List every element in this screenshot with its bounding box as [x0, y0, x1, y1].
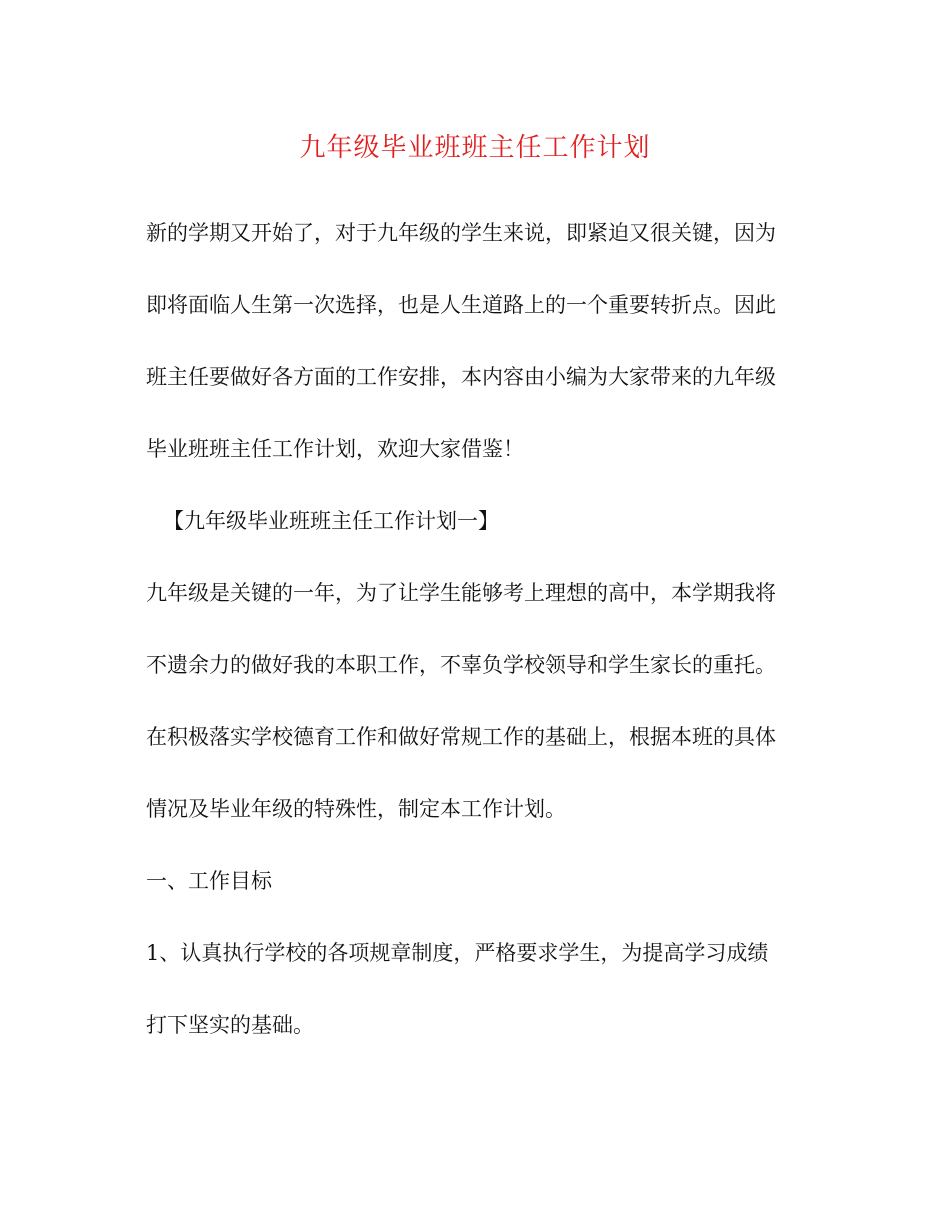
paragraph-line: 新的学期又开始了，对于九年级的学生来说，即紧迫又很关键，因为: [146, 221, 776, 245]
section-heading: 【九年级毕业班班主任工作计划一】: [163, 509, 499, 533]
subsection-heading: 一、工作目标: [146, 869, 272, 893]
paragraph-line: 打下坚实的基础。: [146, 1013, 314, 1037]
paragraph-line: 1、认真执行学校的各项规章制度，严格要求学生，为提高学习成绩: [146, 941, 769, 965]
paragraph-line: 毕业班班主任工作计划，欢迎大家借鉴！: [146, 437, 524, 461]
paragraph-line: 在积极落实学校德育工作和做好常规工作的基础上，根据本班的具体: [146, 725, 776, 749]
paragraph-line: 不遗余力的做好我的本职工作，不辜负学校领导和学生家长的重托。: [146, 653, 776, 677]
paragraph-line: 即将面临人生第一次选择，也是人生道路上的一个重要转折点。因此: [146, 293, 776, 317]
paragraph-line: 九年级是关键的一年，为了让学生能够考上理想的高中，本学期我将: [146, 581, 776, 605]
paragraph-line: 情况及毕业年级的特殊性，制定本工作计划。: [146, 797, 566, 821]
document-title: 九年级毕业班班主任工作计划: [299, 133, 651, 163]
paragraph-line: 班主任要做好各方面的工作安排，本内容由小编为大家带来的九年级: [146, 365, 776, 389]
